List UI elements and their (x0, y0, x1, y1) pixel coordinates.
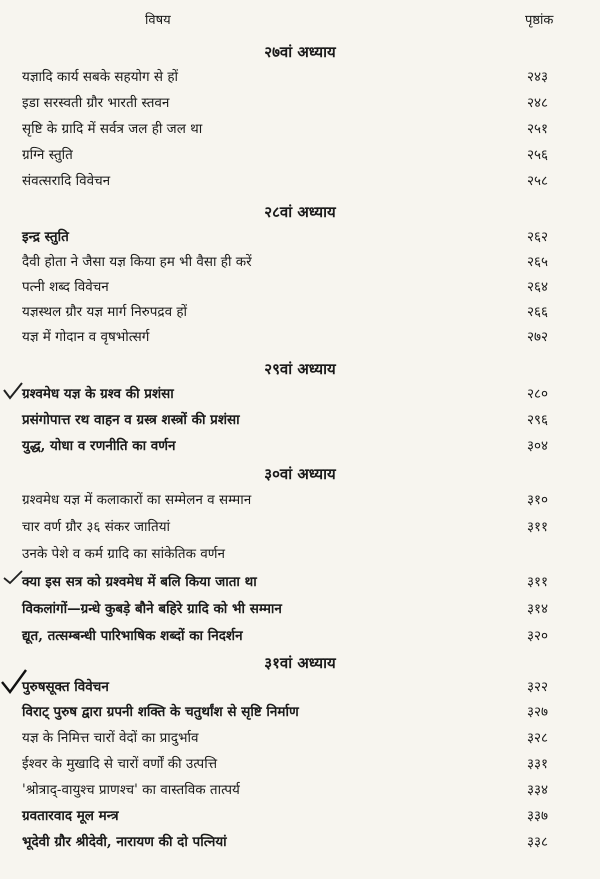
entry-page: ३१४ (527, 601, 549, 617)
entry-page: ३११ (527, 519, 549, 535)
entry-page: २६२ (527, 229, 549, 245)
page-number-header: पृष्ठांक (525, 13, 554, 28)
entry-title: यज्ञ के निमित्त चारों वेदों का प्रादुर्भाव (22, 730, 199, 746)
entry-title: चार वर्ण ग्रौर ३६ संकर जातियां (22, 519, 171, 535)
entry-title: ग्रग्नि स्तुति (22, 147, 73, 163)
entry-title: यज्ञस्थल ग्रौर यज्ञ मार्ग निरुपद्रव हों (22, 304, 188, 320)
entry-title: द्यूत, तत्सम्बन्धी पारिभाषिक शब्दों का निदर्शन (22, 628, 243, 644)
entry-page: ३२० (527, 628, 549, 644)
entry-title: प्रसंगोपात्त रथ वाहन व ग्रस्त्र शस्त्रों की प्रशंसा (22, 412, 240, 428)
entry-page: २६४ (527, 279, 549, 295)
toc-entry (0, 410, 600, 434)
toc-entry (0, 119, 600, 143)
entry-title: 'श्रोत्राद्-वायुश्च प्राणश्च' का वास्तविक तात्पर्य (22, 782, 240, 798)
toc-entry (0, 517, 600, 541)
entry-page: २६५ (527, 254, 549, 270)
entry-page: २४८ (527, 95, 549, 111)
entry-page: ३०४ (527, 438, 549, 454)
entry-page: २७२ (527, 329, 549, 345)
entry-page: २९६ (527, 412, 549, 428)
entry-title: क्या इस सत्र को ग्रश्वमेध में बलि किया जाता था (22, 574, 257, 590)
entry-title: उनके पेशे व कर्म ग्रादि का सांकेतिक वर्णन (22, 546, 226, 562)
column-header (0, 10, 600, 30)
toc-entry (0, 599, 600, 623)
entry-title: पत्नी शब्द विवेचन (22, 279, 109, 295)
toc-entry (0, 171, 600, 195)
entry-title: ग्रश्वमेध यज्ञ के ग्रश्व की प्रशंसा (22, 386, 174, 402)
entry-page: ३१० (527, 492, 549, 508)
entry-page: २५१ (527, 121, 549, 137)
entry-title: दैवी होता ने जैसा यज्ञ किया हम भी वैसा ही करें (22, 254, 252, 270)
toc-entry (0, 227, 600, 251)
entry-page: २५६ (527, 147, 549, 163)
chapter-heading: ३१वां अध्याय (264, 654, 336, 672)
chapter-heading: २८वां अध्याय (264, 203, 336, 221)
entry-title: इन्द्र स्तुति (22, 229, 69, 245)
entry-title: ईश्वर के मुखादि से चारों वर्णों की उत्पत्ति (22, 756, 218, 772)
toc-entry (0, 145, 600, 169)
entry-title: भूदेवी ग्रौर श्रीदेवी, नारायण की दो पत्नियां (22, 834, 227, 850)
toc-entry (0, 302, 600, 326)
entry-page: ३११ (527, 574, 549, 590)
toc-entry (0, 436, 600, 460)
toc-entry (0, 677, 600, 701)
entry-title: ग्रवतारवाद मूल मन्त्र (22, 808, 119, 824)
toc-entry (0, 702, 600, 726)
toc-entry (0, 626, 600, 650)
entry-page: ३२८ (527, 730, 549, 746)
entry-title: संवत्सरादि विवेचन (22, 173, 111, 189)
subject-header: विषय (145, 13, 171, 28)
entry-title: ग्रश्वमेध यज्ञ में कलाकारों का सम्मेलन व सम्मान (22, 492, 252, 508)
entry-page: ३२७ (527, 704, 549, 720)
toc-entry (0, 780, 600, 804)
toc-entry (0, 67, 600, 91)
entry-page: ३२२ (527, 679, 549, 695)
entry-page: ३३७ (527, 808, 549, 824)
toc-entry (0, 728, 600, 752)
entry-title: विराट् पुरुष द्वारा ग्रपनी शक्ति के चतुर्थांश से सृष्टि निर्माण (22, 704, 299, 720)
toc-entry (0, 490, 600, 514)
toc-entry (0, 572, 600, 596)
toc-entry (0, 384, 600, 408)
entry-title: पुरुषसूक्त विवेचन (22, 679, 109, 695)
toc-entry (0, 93, 600, 117)
chapter-heading: २९वां अध्याय (264, 360, 336, 378)
toc-entry (0, 277, 600, 301)
toc-entry (0, 754, 600, 778)
entry-page: ३३८ (527, 834, 549, 850)
entry-page: ३३१ (527, 756, 549, 772)
entry-page: २८० (527, 386, 549, 402)
entry-title: युद्ध, योधा व रणनीति का वर्णन (22, 438, 176, 454)
chapter-heading: ३०वां अध्याय (264, 465, 336, 483)
entry-title: इडा सरस्वती ग्रौर भारती स्तवन (22, 95, 170, 111)
entry-page: ३३४ (527, 782, 549, 798)
entry-page: २६६ (527, 304, 549, 320)
entry-title: विकलांगों—ग्रन्धे कुबड़े बौने बहिरे ग्रादि को भी सम्मान (22, 601, 282, 617)
chapter-heading: २७वां अध्याय (264, 43, 336, 61)
entry-title: सृष्टि के ग्रादि में सर्वत्र जल ही जल था (22, 121, 203, 137)
toc-entry (0, 252, 600, 276)
entry-title: यज्ञादि कार्य सबके सहयोग से हों (22, 69, 179, 85)
toc-entry (0, 544, 600, 568)
toc-entry (0, 806, 600, 830)
entry-page: २५८ (527, 173, 549, 189)
entry-page: २४३ (527, 69, 549, 85)
toc-entry (0, 327, 600, 351)
entry-title: यज्ञ में गोदान व वृषभोत्सर्ग (22, 329, 150, 345)
toc-entry (0, 832, 600, 856)
